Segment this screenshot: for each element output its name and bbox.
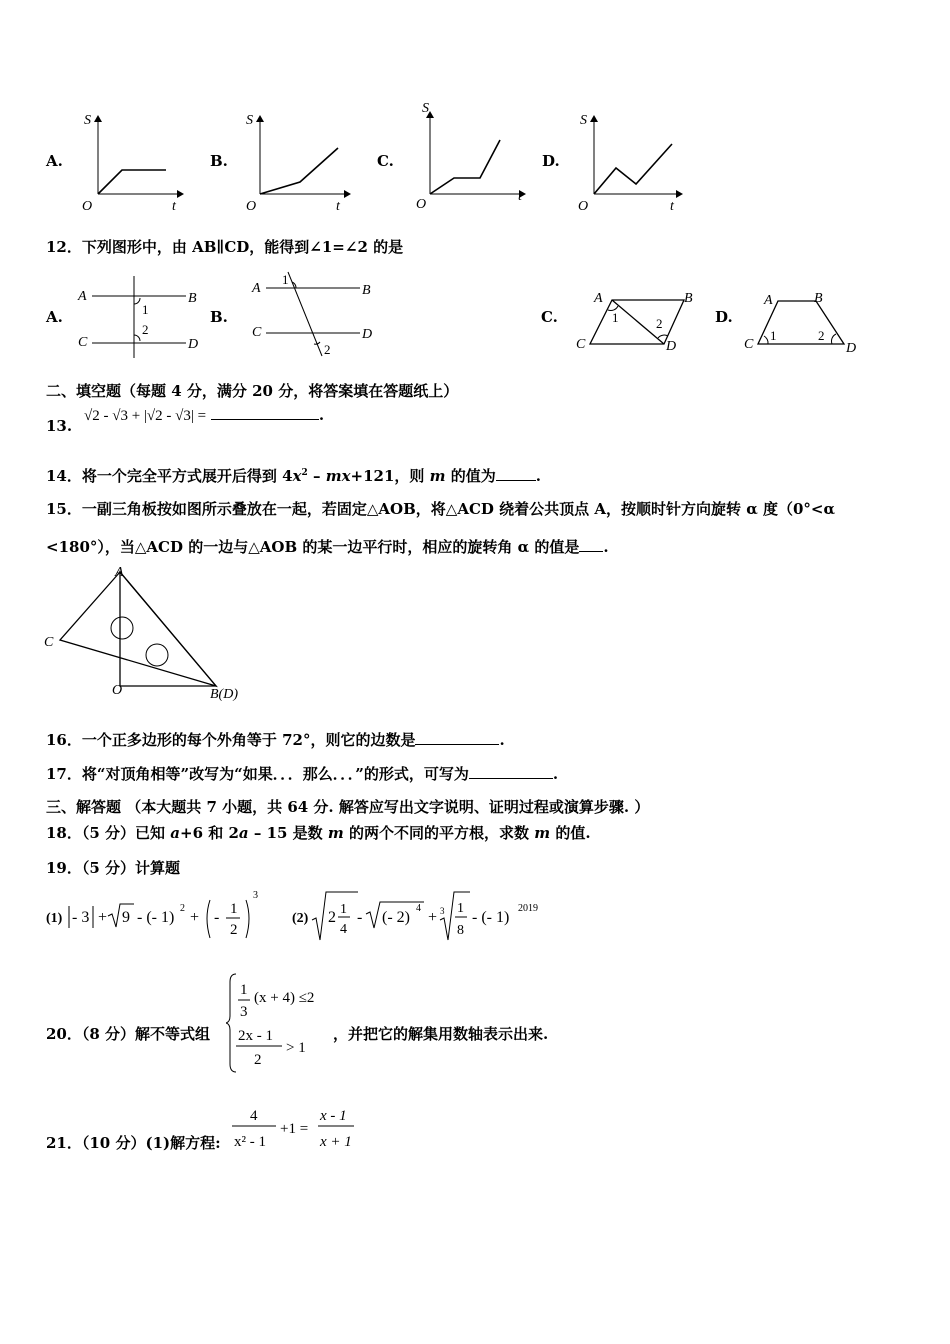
q16-answer-blank[interactable] xyxy=(415,744,499,745)
q11-c-s: S xyxy=(422,101,429,116)
q11-c-t: t xyxy=(518,189,522,204)
q19-p1-frac-n: 1 xyxy=(230,901,238,917)
q14-text-c: +121，则 xyxy=(350,467,430,485)
q19-p1-frac-d: 2 xyxy=(230,922,238,938)
q11-option-a-label: A. xyxy=(46,152,63,170)
q12-option-b-label: B. xyxy=(210,308,228,326)
q19-p2-mixed-w: 2 xyxy=(328,909,336,926)
q18-text-a: 18．（5 分）已知 xyxy=(46,824,171,842)
q19-expressions xyxy=(44,884,564,948)
q12-d-pt-b: B xyxy=(814,291,823,306)
q21-lead: 21．（10 分）(1)解方程: xyxy=(46,1134,221,1152)
q12-a-angle-1: 1 xyxy=(142,302,149,317)
q12-d-angle-1: 1 xyxy=(770,328,777,343)
q11-c-o: O xyxy=(416,197,427,212)
q12-a-pt-a: A xyxy=(78,289,87,304)
q17-period: . xyxy=(552,765,559,783)
q12-option-d-label: D. xyxy=(715,308,733,326)
q11-b-o: O xyxy=(246,199,257,214)
q15-pt-o: O xyxy=(112,683,123,698)
q11-d-s: S xyxy=(580,113,587,128)
q12-question: 12．下列图形中，由 AB∥CD，能得到∠1=∠2 的是 xyxy=(46,238,404,256)
q11-graph-d xyxy=(578,113,682,214)
q14-exp: 2 xyxy=(301,468,308,478)
q19-p1-neg-one: - (- 1) xyxy=(137,909,175,926)
q12-d-angle-2: 2 xyxy=(818,328,825,343)
q19-p2-mixed-n: 1 xyxy=(340,902,347,917)
q12-b-angle-1: 1 xyxy=(282,272,289,287)
q11-option-d-label: D. xyxy=(542,152,560,170)
q20-ineq1-rest: (x + 4) ≤2 xyxy=(254,990,315,1006)
q15-line-2-text: <180°），当△ACD 的一边与△AOB 的某一边平行时，相应的旋转角 α 的值是 xyxy=(46,538,580,556)
q11-d-t: t xyxy=(670,199,674,214)
q12-b-angle-2: 2 xyxy=(324,342,331,357)
q11-option-b-label: B. xyxy=(210,152,228,170)
q21-left-n: 4 xyxy=(250,1108,258,1124)
q14-var-x: x xyxy=(292,467,302,485)
q19-p2-last: - (- 1) xyxy=(472,909,510,926)
q12-c-pt-a: A xyxy=(594,291,603,306)
q12-b-pt-a: A xyxy=(252,281,261,296)
q12-c-angle-2: 2 xyxy=(656,316,663,331)
q12-figure-c xyxy=(576,291,693,354)
q11-graph-c xyxy=(416,101,525,212)
q13-expression: √2 - √3 + |√2 - √3| = xyxy=(84,408,207,424)
section-3-heading: 三、解答题 （本大题共 7 小题，共 64 分. 解答应写出文字说明、证明过程或演算步骤. ） xyxy=(46,798,650,816)
q11-a-t: t xyxy=(172,199,176,214)
q15-figure xyxy=(40,562,260,706)
q20-tail: ，并把它的解集用数轴表示出来. xyxy=(333,1025,549,1043)
q13-number: 13. xyxy=(46,417,73,435)
q17-question xyxy=(46,763,558,784)
q12-c-pt-d: D xyxy=(666,339,677,354)
q19-p2-frac-d: 8 xyxy=(457,923,464,938)
q18-var-m2: m xyxy=(534,824,551,842)
q21-right-d: x + 1 xyxy=(320,1134,352,1150)
q14-var-mx: mx xyxy=(325,467,351,485)
q12-figures xyxy=(70,268,870,364)
q12-b-pt-c: C xyxy=(252,325,262,340)
q20-ineq2-n: 2x - 1 xyxy=(238,1028,273,1044)
q20-ineq1-d: 3 xyxy=(240,1004,248,1020)
q14-text-b: – xyxy=(307,467,326,485)
q11-a-o: O xyxy=(82,199,93,214)
q12-d-pt-c: C xyxy=(744,337,754,352)
q18-var-m: m xyxy=(327,824,344,842)
q19-p1-exp3: 3 xyxy=(253,890,258,901)
q12-figure-a xyxy=(77,276,198,358)
q11-graphs xyxy=(60,100,700,220)
q20-ineq2-d: 2 xyxy=(254,1052,262,1068)
q19-p1-abs: - 3 xyxy=(72,909,90,926)
q12-d-pt-d: D xyxy=(846,341,857,356)
q18-text-d: 的两个不同的平方根，求数 xyxy=(343,824,535,842)
q13-answer-blank[interactable] xyxy=(211,419,319,420)
q11-graph-b xyxy=(246,113,350,214)
q19-p2-label: (2) xyxy=(292,911,309,926)
q19-p1-sqrt-val: 9 xyxy=(122,909,130,926)
q12-option-c-label: C. xyxy=(541,308,558,326)
q19-p2-minus: - xyxy=(357,909,363,926)
q18-var-a2: a xyxy=(238,824,249,842)
q12-option-a-label: A. xyxy=(46,308,63,326)
q19-p2-exp4: 4 xyxy=(416,903,421,914)
q15-pt-a: A xyxy=(115,565,124,580)
q21-left-d: x² - 1 xyxy=(234,1134,266,1150)
q12-d-pt-a: A xyxy=(764,293,773,308)
q14-text-a: 14．将一个完全平方式展开后得到 4 xyxy=(46,467,293,485)
q19-p2-frac-n: 1 xyxy=(457,901,464,916)
q15-pt-c: C xyxy=(44,635,54,650)
q16-period: . xyxy=(499,731,505,749)
q12-c-pt-b: B xyxy=(684,291,693,306)
q11-graph-a xyxy=(82,113,183,214)
q19-p1-exp2: 2 xyxy=(180,903,185,914)
q14-text-d: 的值为 xyxy=(445,467,496,485)
q12-a-pt-d: D xyxy=(188,337,199,352)
q14-var-m: m xyxy=(429,467,446,485)
q12-a-pt-b: B xyxy=(188,291,197,306)
q12-c-angle-1: 1 xyxy=(612,310,619,325)
q21-equation xyxy=(228,1102,368,1158)
q12-c-pt-c: C xyxy=(576,337,586,352)
q12-b-pt-b: B xyxy=(362,283,371,298)
q13-question xyxy=(84,406,324,425)
q19-p1-label: (1) xyxy=(46,911,63,926)
q20-ineq2-rest: > 1 xyxy=(286,1040,306,1056)
q19-title: 19．（5 分）计算题 xyxy=(46,859,181,877)
section-2-heading: 二、填空题（每题 4 分，满分 20 分，将答案填在答题纸上） xyxy=(46,382,459,400)
q18-text-c: – 15 是数 xyxy=(248,824,328,842)
q21-plus: +1 = xyxy=(280,1121,309,1137)
q18-text-b: +6 和 2 xyxy=(180,824,239,842)
q15-line-1: 15．一副三角板按如图所示叠放在一起，若固定△AOB，将△ACD 绕着公共顶点 A，按顺时针方向旋转 α 度（0°<α xyxy=(46,500,836,518)
q20-ineq1-n: 1 xyxy=(240,982,248,998)
q14-period: . xyxy=(535,467,541,485)
q19-part-2 xyxy=(292,892,538,940)
q18-text-e: 的值. xyxy=(550,824,591,842)
q21-right-n: x - 1 xyxy=(320,1108,347,1124)
q11-a-s: S xyxy=(84,113,91,128)
q20-system xyxy=(226,970,346,1076)
q19-p1-plus-1: + xyxy=(98,909,108,926)
q16-text: 16．一个正多边形的每个外角等于 72°，则它的边数是 xyxy=(46,731,416,749)
q19-p2-exp: 2019 xyxy=(518,903,538,914)
q12-a-angle-2: 2 xyxy=(142,322,149,337)
q11-d-o: O xyxy=(578,199,589,214)
q12-b-pt-d: D xyxy=(362,327,373,342)
q11-option-c-label: C. xyxy=(377,152,394,170)
q14-answer-blank[interactable] xyxy=(496,480,536,481)
q19-p2-cbrt-index: 3 xyxy=(440,906,445,916)
q20-lead: 20．（8 分）解不等式组 xyxy=(46,1025,211,1043)
q12-a-pt-c: C xyxy=(78,335,88,350)
q15-pt-bd: B(D) xyxy=(210,687,238,702)
q14-question xyxy=(46,465,541,486)
q15-period: . xyxy=(603,538,609,556)
q18-var-a1: a xyxy=(170,824,180,842)
q12-figure-d xyxy=(744,291,856,356)
q19-p1-plus-2: + xyxy=(190,909,200,926)
q13-period: . xyxy=(318,406,325,424)
q19-p1-minus: - xyxy=(214,909,220,926)
q17-answer-blank[interactable] xyxy=(469,778,553,779)
q15-answer-blank[interactable] xyxy=(579,551,603,552)
q19-p2-plus: + xyxy=(428,909,438,926)
q15-line-2 xyxy=(46,536,609,557)
q19-p2-mixed-d: 4 xyxy=(340,922,347,937)
q19-part-1 xyxy=(46,890,258,938)
q16-question xyxy=(46,729,505,750)
q18-question xyxy=(46,822,591,843)
q19-p2-inner: (- 2) xyxy=(382,909,410,926)
q17-text: 17．将“对顶角相等”改写为“如果．．．那么．．．”的形式，可写为 xyxy=(46,765,469,783)
q12-figure-b xyxy=(251,272,372,357)
q11-b-s: S xyxy=(246,113,253,128)
q11-b-t: t xyxy=(336,199,340,214)
